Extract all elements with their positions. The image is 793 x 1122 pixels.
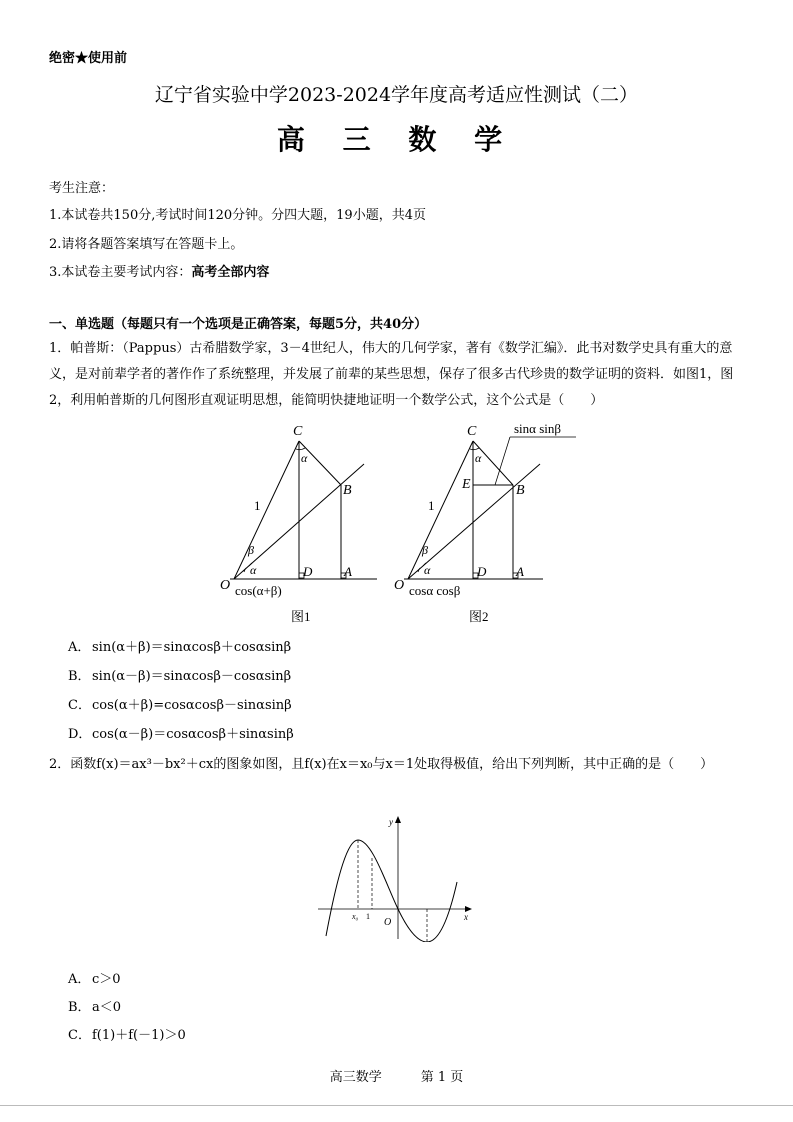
question-2-text: 2．函数f(x)＝ax³－bx²＋cx的图象如图，且f(x)在x＝x₀与x＝1处取得极值，给出下列判断，其中正确的是（ ） — [49, 757, 714, 772]
q1-option-b-text: sin(α－β)＝sinαcosβ－cosαsinβ — [92, 669, 292, 684]
fig2-bottom-label: cosα cosβ — [409, 583, 461, 598]
notice-line-3-content: 高考全部内容 — [191, 265, 270, 280]
fig2-label-b: B — [516, 483, 525, 498]
fig2-caption: 图2 — [469, 609, 489, 624]
fig1-label-o: O — [220, 578, 231, 593]
fig2-label-a: A — [516, 564, 524, 579]
q2-option-b-text: a＜0 — [92, 1000, 122, 1015]
figure-2 — [386, 418, 586, 628]
fig2-label-c: C — [467, 424, 477, 439]
fig1-label-alpha-top: α — [301, 451, 308, 465]
fig1-label-alpha: α — [250, 563, 257, 577]
subject-title: 高 三 数 学 — [276, 123, 517, 156]
q1-option-b-label: B． — [68, 669, 91, 684]
fig1-label-a: A — [344, 564, 352, 579]
fig1-label-d: D — [303, 564, 313, 579]
notice-line-3 — [49, 261, 269, 280]
graph-origin-label: O — [384, 917, 392, 928]
q2-option-c-label: C． — [68, 1028, 91, 1043]
question-1-text: 1．帕普斯：（Pappus）古希腊数学家，3－4世纪人，伟大的几何学家，著有《数学汇编》．此书对数学史具有重大的意义，是对前辈学者的著作作了系统整理，并发展了前辈的某些思想，保存了很多古代珍贵的数学证明的资料．如图1，图2，利用帕普斯的几何图形直观证明思想，能简明快捷地证明一个数学公式，这个公式是（ ） — [49, 341, 734, 408]
q2-option-a-text: c＞0 — [92, 972, 121, 987]
q1-option-b — [68, 665, 291, 684]
q1-option-c — [68, 694, 292, 713]
q1-option-d-text: cos(α－β)＝cosαcosβ＋sinαsinβ — [92, 727, 294, 742]
graph-x-label: x — [464, 912, 468, 922]
q1-option-c-label: C． — [68, 698, 91, 713]
section-heading: 一、单选题（每题只有一个选项是正确答案，每题5分，共40分） — [49, 317, 428, 332]
fig2-label-beta: β — [422, 543, 428, 557]
fig2-label-d: D — [477, 564, 487, 579]
fig1-caption: 图1 — [291, 609, 311, 624]
figure-1 — [212, 418, 384, 628]
q2-option-b-label: B． — [68, 1000, 91, 1015]
graph-y-label: y — [389, 817, 393, 827]
q1-option-a-text: sin(α＋β)＝sinαcosβ＋cosαsinβ — [92, 640, 292, 655]
fig2-label-o: O — [394, 578, 405, 593]
function-graph — [314, 812, 478, 942]
q1-option-a — [68, 636, 291, 655]
q1-option-d — [68, 723, 294, 742]
notice-line-2: 2.请将各题答案填写在答题卡上。 — [49, 237, 244, 252]
fig1-label-beta: β — [248, 543, 254, 557]
fig2-label-e: E — [462, 477, 471, 492]
fig2-top-label: sinα sinβ — [514, 421, 562, 436]
fig1-label-one: 1 — [254, 498, 261, 513]
q1-option-a-label: A． — [68, 640, 91, 655]
notice-line-3-prefix: 3.本试卷主要考试内容： — [49, 265, 192, 280]
q2-option-b — [68, 996, 121, 1015]
notice-line-1: 1.本试卷共150分,考试时间120分钟。分四大题，19小题，共4页 — [49, 208, 426, 223]
fig2-label-one: 1 — [428, 498, 435, 513]
q2-option-c-text: f(1)＋f(－1)＞0 — [92, 1028, 186, 1043]
graph-x0-label: x₀ — [352, 912, 359, 921]
page-footer: 高三数学 第 1 页 — [329, 1070, 464, 1085]
fig1-bottom-label: cos(α+β) — [235, 583, 282, 598]
notice-title: 考生注意： — [49, 181, 115, 196]
q2-option-c — [68, 1024, 186, 1043]
fig1-label-c: C — [293, 424, 303, 439]
graph-one-label: 1 — [366, 912, 370, 921]
confidential-label: 绝密★使用前 — [49, 51, 128, 66]
q1-option-d-label: D． — [68, 727, 92, 742]
bottom-divider — [0, 1105, 793, 1106]
exam-title: 辽宁省实验中学2023-2024学年度高考适应性测试（二） — [154, 84, 639, 106]
q2-option-a — [68, 968, 121, 987]
fig2-label-alpha-top: α — [475, 451, 482, 465]
fig1-label-b: B — [343, 483, 352, 498]
q2-option-a-label: A． — [68, 972, 91, 987]
fig2-label-alpha: α — [424, 563, 431, 577]
q1-option-c-text: cos(α＋β)=cosαcosβ－sinαsinβ — [92, 698, 292, 713]
